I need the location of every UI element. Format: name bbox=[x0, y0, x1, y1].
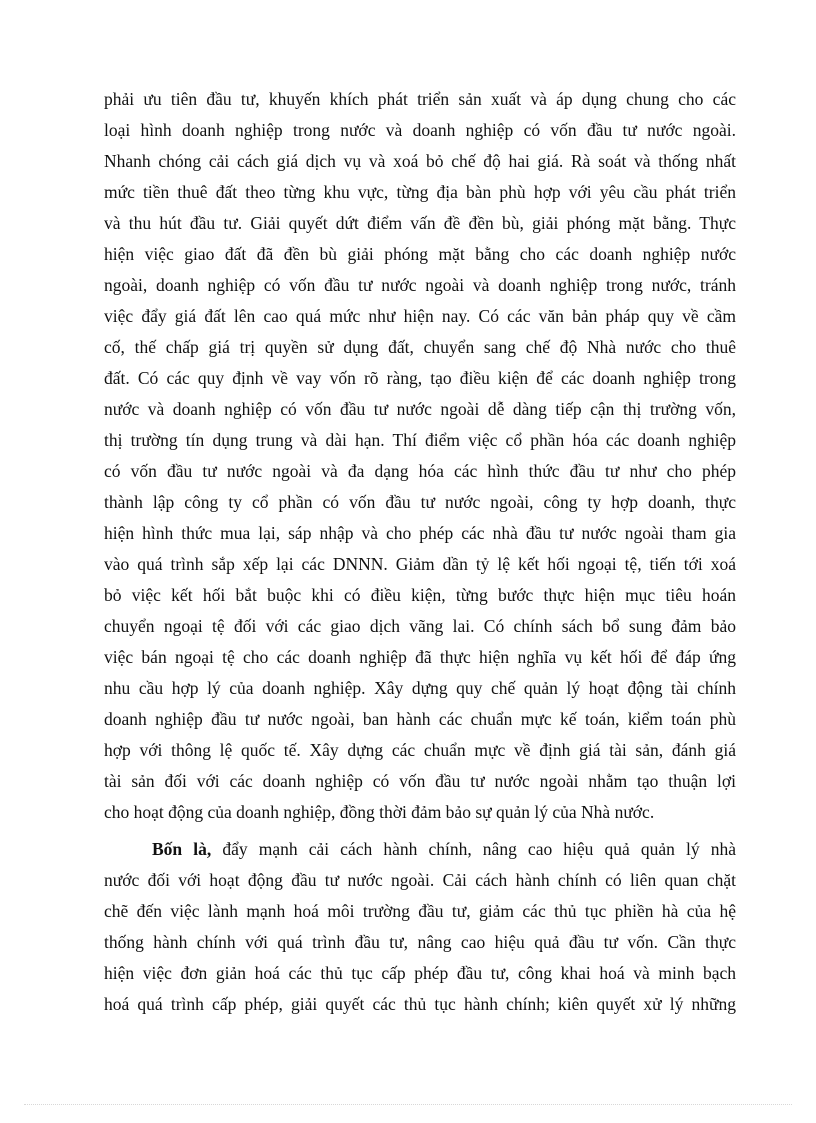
text-line: chẽ đến việc lành mạnh hoá môi trường đầu tư, giảm các thủ tục phiền hà của hệ bbox=[104, 901, 736, 921]
text-line: và thu hút đầu tư. Giải quyết dứt điểm vấn đề đền bù, giải phóng mặt bằng. Thực bbox=[104, 213, 736, 233]
text-line: hiện việc đơn giản hoá các thủ tục cấp phép đầu tư, công khai hoá và minh bạch bbox=[104, 963, 736, 983]
text-line: có vốn đầu tư nước ngoài và đa dạng hóa các hình thức đầu tư như cho phép bbox=[104, 461, 736, 481]
text-line: nhu cầu hợp lý của doanh nghiệp. Xây dựng quy chế quản lý hoạt động tài chính bbox=[104, 678, 736, 698]
paragraph-1 bbox=[104, 84, 736, 828]
body-text bbox=[104, 84, 736, 1020]
text-line: vào quá trình sắp xếp lại các DNNN. Giảm dần tỷ lệ kết hối ngoại tệ, tiến tới xoá bbox=[104, 554, 736, 574]
text-line: hiện việc giao đất đã đền bù giải phóng mặt bằng cho các doanh nghiệp nước bbox=[104, 244, 736, 264]
text-line: mức tiền thuê đất theo từng khu vực, từng địa bàn phù hợp với yêu cầu phát triển bbox=[104, 182, 736, 202]
text-line: thị trường tín dụng trung và dài hạn. Thí điểm việc cổ phần hóa các doanh nghiệp bbox=[104, 430, 736, 450]
text-line: cho hoạt động của doanh nghiệp, đồng thời đảm bảo sự quản lý của Nhà nước. bbox=[104, 802, 655, 822]
text-line: đất. Có các quy định về vay vốn rõ ràng, tạo điều kiện để các doanh nghiệp trong bbox=[104, 368, 736, 388]
text-line: hợp với thông lệ quốc tế. Xây dựng các chuẩn mực về định giá tài sản, đánh giá bbox=[104, 740, 736, 760]
text-line: hoá quá trình cấp phép, giải quyết các thủ tục hành chính; kiên quyết xử lý những bbox=[104, 994, 736, 1014]
text-line: tài sản đối với các doanh nghiệp có vốn đầu tư nước ngoài nhằm tạo thuận lợi bbox=[104, 771, 736, 791]
text-line: Nhanh chóng cải cách giá dịch vụ và xoá bỏ chế độ hai giá. Rà soát và thống nhất bbox=[104, 151, 736, 171]
text-line-first bbox=[104, 834, 736, 865]
paragraph-2 bbox=[104, 834, 736, 1020]
text-line: nước đối với hoạt động đầu tư nước ngoài. Cải cách hành chính có liên quan chặt bbox=[104, 870, 736, 890]
text-line: chuyển ngoại tệ đối với các giao dịch vãng lai. Có chính sách bổ sung đảm bảo bbox=[104, 616, 736, 636]
text-line: việc đẩy giá đất lên cao quá mức như hiện nay. Có các văn bản pháp quy về cầm bbox=[104, 306, 736, 326]
lead-in-bold: Bốn là, bbox=[152, 839, 212, 859]
text-line: bỏ việc kết hối bắt buộc khi có điều kiện, từng bước thực hiện mục tiêu hoán bbox=[104, 585, 736, 605]
text-line: ngoài, doanh nghiệp có vốn đầu tư nước ngoài và doanh nghiệp trong nước, tránh bbox=[104, 275, 736, 295]
first-line-rest: đẩy mạnh cải cách hành chính, nâng cao hiệu quả quản lý nhà bbox=[211, 839, 736, 859]
text-line: việc bán ngoại tệ cho các doanh nghiệp đã thực hiện nghĩa vụ kết hối để đáp ứng bbox=[104, 647, 736, 667]
text-line: cố, thế chấp giá trị quyền sử dụng đất, chuyển sang chế độ Nhà nước cho thuê bbox=[104, 337, 736, 357]
text-line: thành lập công ty cổ phần có vốn đầu tư nước ngoài, công ty hợp doanh, thực bbox=[104, 492, 736, 512]
text-line: hiện hình thức mua lại, sáp nhập và cho phép các nhà đầu tư nước ngoài tham gia bbox=[104, 523, 736, 543]
text-line: nước và doanh nghiệp có vốn đầu tư nước ngoài dễ dàng tiếp cận thị trường vốn, bbox=[104, 399, 736, 419]
text-line: thống hành chính với quá trình đầu tư, nâng cao hiệu quả đầu tư vốn. Cần thực bbox=[104, 932, 736, 952]
page-bottom-divider bbox=[24, 1104, 792, 1105]
text-line: phải ưu tiên đầu tư, khuyến khích phát triển sản xuất và áp dụng chung cho các bbox=[104, 89, 736, 109]
text-line: doanh nghiệp đầu tư nước ngoài, ban hành các chuẩn mực kế toán, kiểm toán phù bbox=[104, 709, 736, 729]
text-line: loại hình doanh nghiệp trong nước và doanh nghiệp có vốn đầu tư nước ngoài. bbox=[104, 120, 736, 140]
